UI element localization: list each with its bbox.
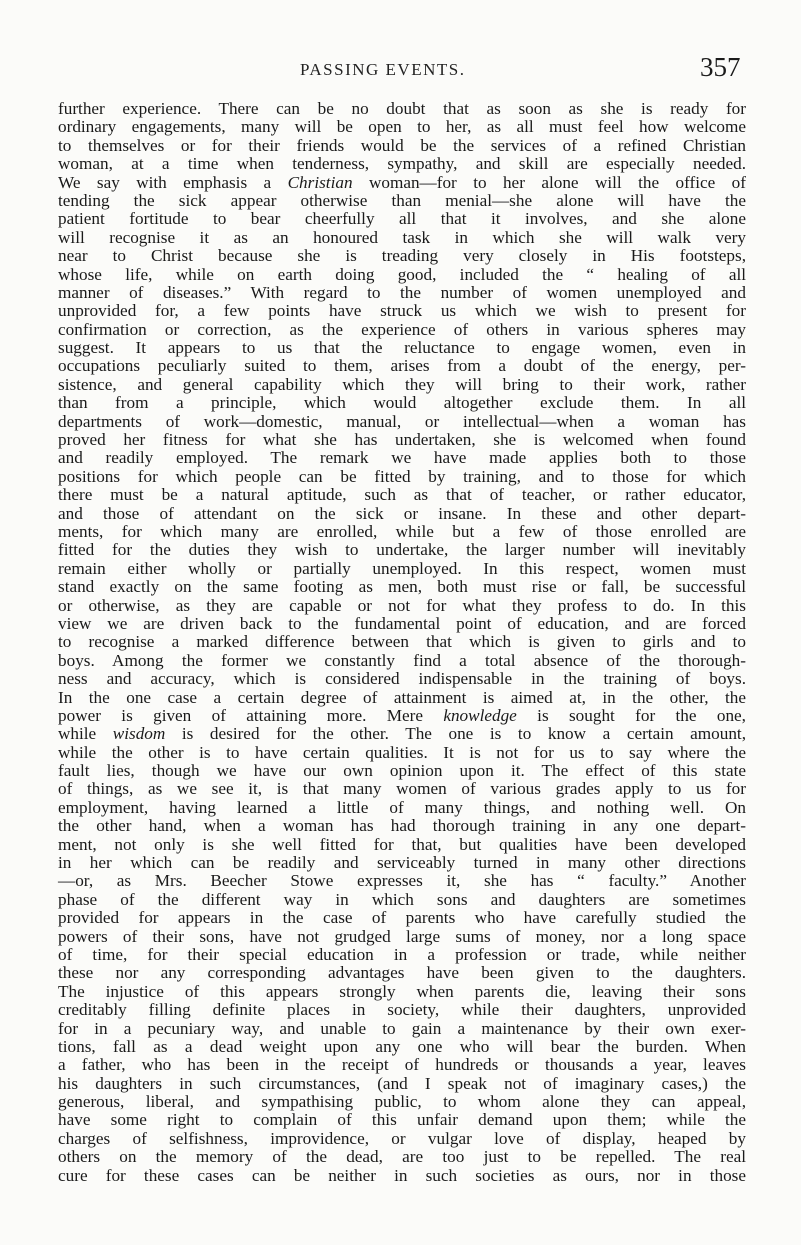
text-line: patient fortitude to bear cheerfully all that it involves, and she alone bbox=[58, 209, 746, 229]
italic-emphasis: Christian bbox=[287, 172, 353, 192]
text-line: ordinary engagements, many will be open to her, as all must feel how welcome bbox=[58, 117, 746, 137]
text-line: for in a pecuniary way, and unable to gain a maintenance by their own exer- bbox=[58, 1018, 746, 1038]
text-line: powers of their sons, have not grudged large sums of money, nor a long space bbox=[58, 926, 746, 946]
text-line: proved her fitness for what she has undertaken, she is welcomed when found bbox=[58, 430, 746, 450]
text-line: —or, as Mrs. Beecher Stowe expresses it, she has “ faculty.” Another bbox=[58, 871, 746, 891]
text-line: to themselves or for their friends would be the services of a refined Christian bbox=[58, 135, 746, 155]
running-title: PASSING EVENTS. bbox=[300, 60, 466, 79]
text-line: and those of attendant on the sick or insane. In these and other depart- bbox=[58, 503, 746, 523]
text-line: fault lies, though we have our own opinion upon it. The effect of this state bbox=[58, 761, 746, 781]
text-line: while the other is to have certain qualities. It is not for us to say where the bbox=[58, 742, 746, 762]
text-line: fitted for the duties they wish to undertake, the larger number will inevitably bbox=[58, 540, 746, 560]
text-line: manner of diseases.” With regard to the number of women unemployed and bbox=[58, 282, 746, 302]
running-head bbox=[0, 52, 801, 82]
text-line: occupations peculiarly suited to them, arises from a doubt of the energy, per- bbox=[58, 356, 746, 376]
text-line: suggest. It appears to us that the reluctance to engage women, even in bbox=[58, 338, 746, 358]
text-line: than from a principle, which would altogether exclude them. In all bbox=[58, 393, 746, 413]
text-line: whose life, while on earth doing good, included the “ healing of all bbox=[58, 264, 746, 284]
text-line: ness and accuracy, which is considered indispensable in the training of boys. bbox=[58, 669, 746, 689]
text-line: positions for which people can be fitted by training, and to those for which bbox=[58, 466, 746, 486]
text-line: sistence, and general capability which they will bring to their work, rather bbox=[58, 374, 746, 394]
text-line: provided for appears in the case of parents who have carefully studied the bbox=[58, 908, 746, 928]
text-line: tions, fall as a dead weight upon any one who will bear the burden. When bbox=[58, 1036, 746, 1056]
italic-emphasis: wisdom bbox=[112, 724, 166, 744]
text-line: the other hand, when a woman has had thorough training in any one depart- bbox=[58, 816, 746, 836]
text-line: phase of the different way in which sons and daughters are sometimes bbox=[58, 889, 746, 909]
text-line: or otherwise, as they are capable or not for what they profess to do. In this bbox=[58, 595, 746, 615]
text-line: further experience. There can be no doubt that as soon as she is ready for bbox=[58, 99, 746, 118]
text-line: confirmation or correction, as the experience of others in various spheres may bbox=[58, 319, 746, 339]
text-line: charges of selfishness, improvidence, or vulgar love of display, heaped by bbox=[58, 1128, 746, 1148]
text-line: near to Christ because she is treading very closely in His footsteps, bbox=[58, 246, 746, 266]
text-line: power is given of attaining more. Mere knowledge is sought for the one, bbox=[58, 705, 746, 725]
text-line: cure for these cases can be neither in such societies as ours, nor in those bbox=[58, 1165, 746, 1185]
body-text bbox=[58, 100, 746, 1185]
text-line: remain either wholly or partially unemployed. In this respect, women must bbox=[58, 558, 746, 578]
text-line: unprovided for, a few points have struck us which we wish to present for bbox=[58, 301, 746, 321]
text-line: tending the sick appear otherwise than menial—she alone will have the bbox=[58, 190, 746, 210]
text-line: while wisdom is desired for the other. The one is to know a certain amount, bbox=[58, 724, 746, 744]
text-line: to recognise a marked difference between that which is given to girls and to bbox=[58, 632, 746, 652]
text-line: his daughters in such circumstances, (and I speak not of imaginary cases,) the bbox=[58, 1073, 746, 1093]
text-line: have some right to complain of this unfair demand upon them; while the bbox=[58, 1110, 746, 1130]
text-line: of time, for their special education in a profession or trade, while neither bbox=[58, 944, 746, 964]
text-line: of things, as we see it, is that many women of various grades apply to us for bbox=[58, 779, 746, 799]
text-line: The injustice of this appears strongly when parents die, leaving their sons bbox=[58, 981, 746, 1001]
text-line: others on the memory of the dead, are too just to be repelled. The real bbox=[58, 1147, 746, 1167]
text-line: in her which can be readily and serviceably turned in many other directions bbox=[58, 853, 746, 873]
italic-emphasis: knowledge bbox=[443, 705, 517, 725]
text-line: departments of work—domestic, manual, or intellectual—when a woman has bbox=[58, 411, 746, 431]
text-line: boys. Among the former we constantly find a total absence of the thorough- bbox=[58, 650, 746, 670]
text-line: In the one case a certain degree of attainment is aimed at, in the other, the bbox=[58, 687, 746, 707]
text-line: ment, not only is she well fitted for that, but qualities have been developed bbox=[58, 834, 746, 854]
text-line: employment, having learned a little of many things, and nothing well. On bbox=[58, 797, 746, 817]
text-line: these nor any corresponding advantages have been given to the daughters. bbox=[58, 963, 746, 983]
text-line: creditably filling definite places in society, while their daughters, unprovided bbox=[58, 1000, 746, 1020]
text-line: ments, for which many are enrolled, while but a few of those enrolled are bbox=[58, 521, 746, 541]
text-line: woman, at a time when tenderness, sympathy, and skill are especially needed. bbox=[58, 154, 746, 174]
text-line: and readily employed. The remark we have made applies both to those bbox=[58, 448, 746, 468]
text-line: generous, liberal, and sympathising public, to whom alone they can appeal, bbox=[58, 1092, 746, 1112]
text-line: there must be a natural aptitude, such as that of teacher, or rather educator, bbox=[58, 485, 746, 505]
text-line: a father, who has been in the receipt of hundreds or thousands a year, leaves bbox=[58, 1055, 746, 1075]
text-line: view we are driven back to the fundamental point of education, and are forced bbox=[58, 613, 746, 633]
text-line: stand exactly on the same footing as men, both must rise or fall, be successful bbox=[58, 577, 746, 597]
page-number: 357 bbox=[700, 52, 741, 82]
text-line: will recognise it as an honoured task in which she will walk very bbox=[58, 227, 746, 247]
text-line: We say with emphasis a Christian woman—for to her alone will the office of bbox=[58, 172, 746, 192]
